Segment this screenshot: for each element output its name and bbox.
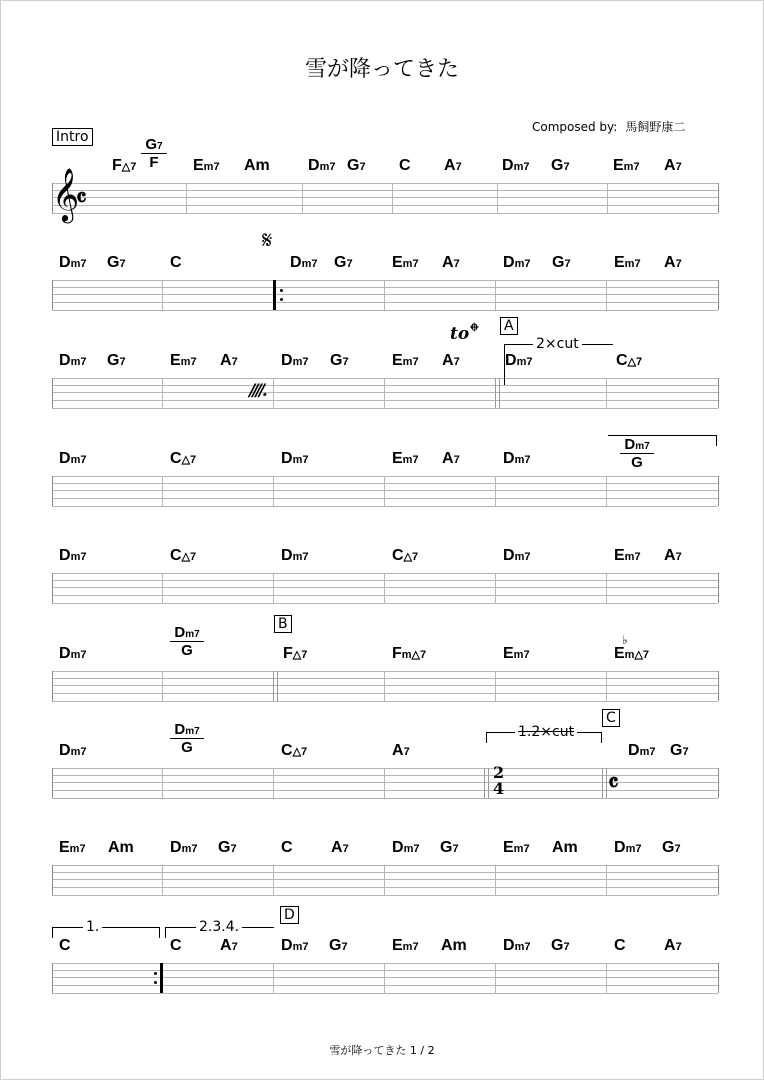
chord: C (170, 937, 182, 954)
repeat-end-dots (154, 963, 158, 993)
chord: Dm7 (59, 547, 87, 564)
chord: A7 (444, 157, 462, 174)
chord: A7 (442, 254, 460, 271)
repeat-start-dots (280, 280, 284, 310)
chord: Dm7 (281, 352, 309, 369)
chord: Dm7 (59, 742, 87, 759)
chord: A7 (220, 352, 238, 369)
chord: A7 (664, 937, 682, 954)
staff (52, 280, 718, 310)
chord: Dm7 (503, 547, 531, 564)
staff (52, 476, 718, 506)
chord: G7 (329, 937, 348, 954)
chord: G7 (218, 839, 237, 856)
composer-name: 馬飼野康二 (625, 120, 686, 134)
composer-label: Composed by: (532, 120, 618, 134)
chord: Dm7 (59, 645, 87, 662)
chord: Em7 (392, 352, 419, 369)
chord: Dm7 (59, 254, 87, 271)
chord: C△7 (281, 742, 308, 759)
chord: Dm7 (503, 450, 531, 467)
chord: G7 (552, 254, 571, 271)
chord: G7 (670, 742, 689, 759)
chord: Dm7 (290, 254, 318, 271)
page-title: 雪が降ってきた (304, 57, 459, 82)
time-signature-top: 2 (493, 763, 505, 782)
staff (52, 671, 718, 701)
slash-chord: Dm7 G (170, 722, 204, 755)
chord: G7 (107, 254, 126, 271)
chord: Em7 (392, 937, 419, 954)
segno-icon: 𝄋 (262, 226, 273, 254)
rehearsal-mark-b: B (274, 615, 292, 633)
chord: Dm7 (281, 450, 309, 467)
staff (52, 183, 718, 213)
chord: Dm7 (281, 937, 309, 954)
chord: Em7 (503, 839, 530, 856)
page-footer: 雪が降ってきた 1 / 2 (329, 1044, 435, 1057)
chord: C (614, 937, 626, 954)
slash-chord: Dm7 G (170, 625, 204, 658)
common-time-icon: 𝄴 (76, 183, 87, 212)
chord: Em△7 (614, 645, 650, 662)
chord: Am (552, 839, 578, 856)
chord: C (59, 937, 71, 954)
chord: C (170, 254, 182, 271)
volta-first-ending: 1. (52, 927, 160, 938)
chord: Em7 (392, 450, 419, 467)
chord: C (281, 839, 293, 856)
chord: Em7 (392, 254, 419, 271)
chord: G7 (334, 254, 353, 271)
system-4 (0, 436, 764, 576)
slash-chord: Dm7 G (620, 437, 654, 470)
chord: A7 (220, 937, 238, 954)
staff (52, 573, 718, 603)
chord: Dm7 (170, 839, 198, 856)
chord: G7 (551, 157, 570, 174)
chord: Dm7 (281, 547, 309, 564)
slash-chord: G7 F (141, 137, 167, 170)
chord: Fm△7 (392, 645, 427, 662)
chord: Dm7 (505, 352, 533, 369)
volta-1-2x-cut: 1.2×cut (486, 732, 602, 743)
chord: Dm7 (59, 352, 87, 369)
chord: Dm7 (59, 450, 87, 467)
chord: Em7 (613, 157, 640, 174)
chord: C△7 (170, 547, 197, 564)
staff (52, 865, 718, 895)
treble-clef-icon: 𝄞 (52, 167, 80, 221)
rehearsal-mark-intro: Intro (52, 128, 93, 146)
chord: G7 (347, 157, 366, 174)
chord: A7 (664, 157, 682, 174)
chord: Em7 (503, 645, 530, 662)
chord: Em7 (193, 157, 220, 174)
staff (52, 378, 718, 408)
volta-2x-cut: 2×cut (504, 344, 613, 385)
flat-icon: ♭ (622, 633, 628, 647)
chord: A7 (664, 254, 682, 271)
chord: C△7 (616, 352, 643, 369)
coda-icon: 𝄌 (470, 317, 479, 346)
chord: C△7 (392, 547, 419, 564)
chord: G7 (662, 839, 681, 856)
chord: Dm7 (308, 157, 336, 174)
rehearsal-mark-c: C (602, 709, 620, 727)
chord: G7 (440, 839, 459, 856)
system-5 (0, 547, 764, 673)
chord: C (399, 157, 411, 174)
chord: Em7 (59, 839, 86, 856)
chord: G7 (551, 937, 570, 954)
common-time-icon: 𝄴 (608, 768, 619, 797)
chord: Dm7 (392, 839, 420, 856)
repeat-measure-icon: ////. (249, 381, 265, 401)
chord: Am (108, 839, 134, 856)
chord: A7 (664, 547, 682, 564)
chord: Dm7 (628, 742, 656, 759)
chord: F△7 (283, 645, 308, 662)
chord: G7 (330, 352, 349, 369)
chord: Em7 (170, 352, 197, 369)
chord: Dm7 (503, 937, 531, 954)
chord: Dm7 (503, 254, 531, 271)
volta-other-endings: 2.3.4. (165, 927, 274, 938)
chord: Am (441, 937, 467, 954)
staff (52, 963, 718, 993)
chord: A7 (442, 352, 460, 369)
chord: C△7 (170, 450, 197, 467)
chord: A7 (392, 742, 410, 759)
rehearsal-mark-d: D (280, 906, 299, 924)
composer-credit (532, 118, 685, 135)
rehearsal-mark-a: A (500, 317, 518, 335)
chord: F△7 (112, 157, 137, 174)
coda-text: to (450, 324, 470, 344)
time-signature-bottom: 4 (493, 779, 505, 798)
chord: G7 (107, 352, 126, 369)
system-8 (0, 839, 764, 965)
chord: Dm7 (502, 157, 530, 174)
chord: Dm7 (614, 839, 642, 856)
chord: A7 (442, 450, 460, 467)
chord: Em7 (614, 254, 641, 271)
chord: Am (244, 157, 270, 174)
chord: Em7 (614, 547, 641, 564)
chord: A7 (331, 839, 349, 856)
